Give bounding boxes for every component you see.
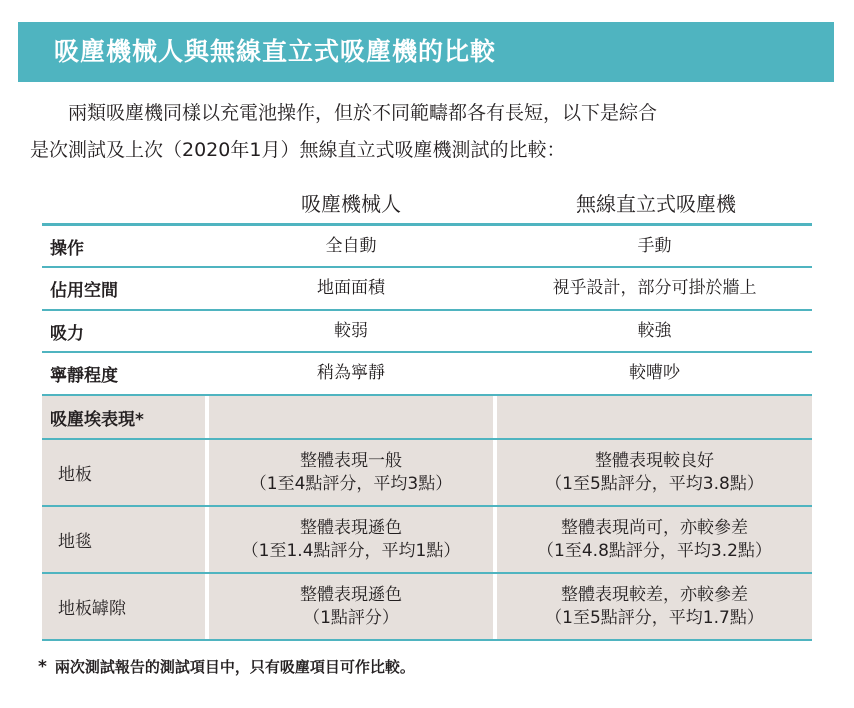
robot-value	[205, 396, 497, 438]
cordless-value: 整體表現尚可，亦較參差 （1至4.8點評分，平均3.2點）	[537, 517, 772, 561]
robot-value: 整體表現一般 （1至4點評分，平均3點）	[205, 440, 497, 505]
intro-paragraph	[30, 95, 830, 169]
row-label: 地毯	[58, 532, 92, 552]
cordless-value	[497, 396, 812, 438]
intro-line-2: 是次測試及上次（2020年1月）無線直立式吸塵機測試的比較：	[30, 139, 566, 161]
table-row	[42, 353, 812, 396]
column-header-cordless: 無線直立式吸塵機	[576, 192, 736, 216]
cordless-value: 較嘈吵	[629, 363, 680, 383]
cordless-value: 整體表現較良好 （1至5點評分，平均3.8點）	[545, 450, 764, 494]
cordless-value: 手動	[637, 235, 672, 256]
robot-value: 整體表現遜色 （1點評分）	[205, 574, 497, 639]
table-row	[42, 440, 812, 507]
robot-value: 地面面積	[317, 278, 385, 298]
cordless-value: 較強	[637, 320, 672, 341]
footnote	[38, 656, 415, 677]
cordless-value: 視乎設計，部分可掛於牆上	[552, 278, 757, 298]
table-row	[42, 574, 812, 641]
footnote-text: 兩次測試報告的測試項目中，只有吸塵項目可作比較。	[54, 658, 415, 676]
robot-value: 全自動	[325, 235, 377, 256]
table-row-section-header	[42, 396, 812, 440]
section-label: 吸塵埃表現*	[50, 409, 144, 430]
row-label: 寧靜程度	[50, 366, 118, 386]
column-header-robot: 吸塵機械人	[301, 192, 401, 216]
row-label: 佔用空間	[50, 281, 118, 301]
table-row	[42, 311, 812, 353]
footnote-asterisk: *	[38, 657, 47, 677]
page-title: 吸塵機械人與無線直立式吸塵機的比較	[54, 37, 497, 66]
robot-value: 稍為寧靜	[317, 363, 385, 383]
cordless-value: 整體表現較差，亦較參差 （1至5點評分，平均1.7點）	[545, 584, 764, 628]
row-label: 吸力	[50, 323, 84, 344]
title-banner	[18, 22, 834, 82]
row-label: 地板	[58, 465, 92, 485]
table-row	[42, 268, 812, 311]
robot-value: 整體表現遜色 （1至1.4點評分，平均1點）	[205, 507, 497, 572]
row-label: 操作	[50, 238, 84, 259]
intro-line-1: 兩類吸塵機同樣以充電池操作，但於不同範疇都各有長短，以下是綜合	[68, 102, 658, 124]
row-label: 地板罅隙	[58, 599, 126, 619]
comparison-table	[42, 223, 812, 641]
robot-value: 較弱	[334, 320, 368, 341]
table-row	[42, 226, 812, 268]
table-row	[42, 507, 812, 574]
